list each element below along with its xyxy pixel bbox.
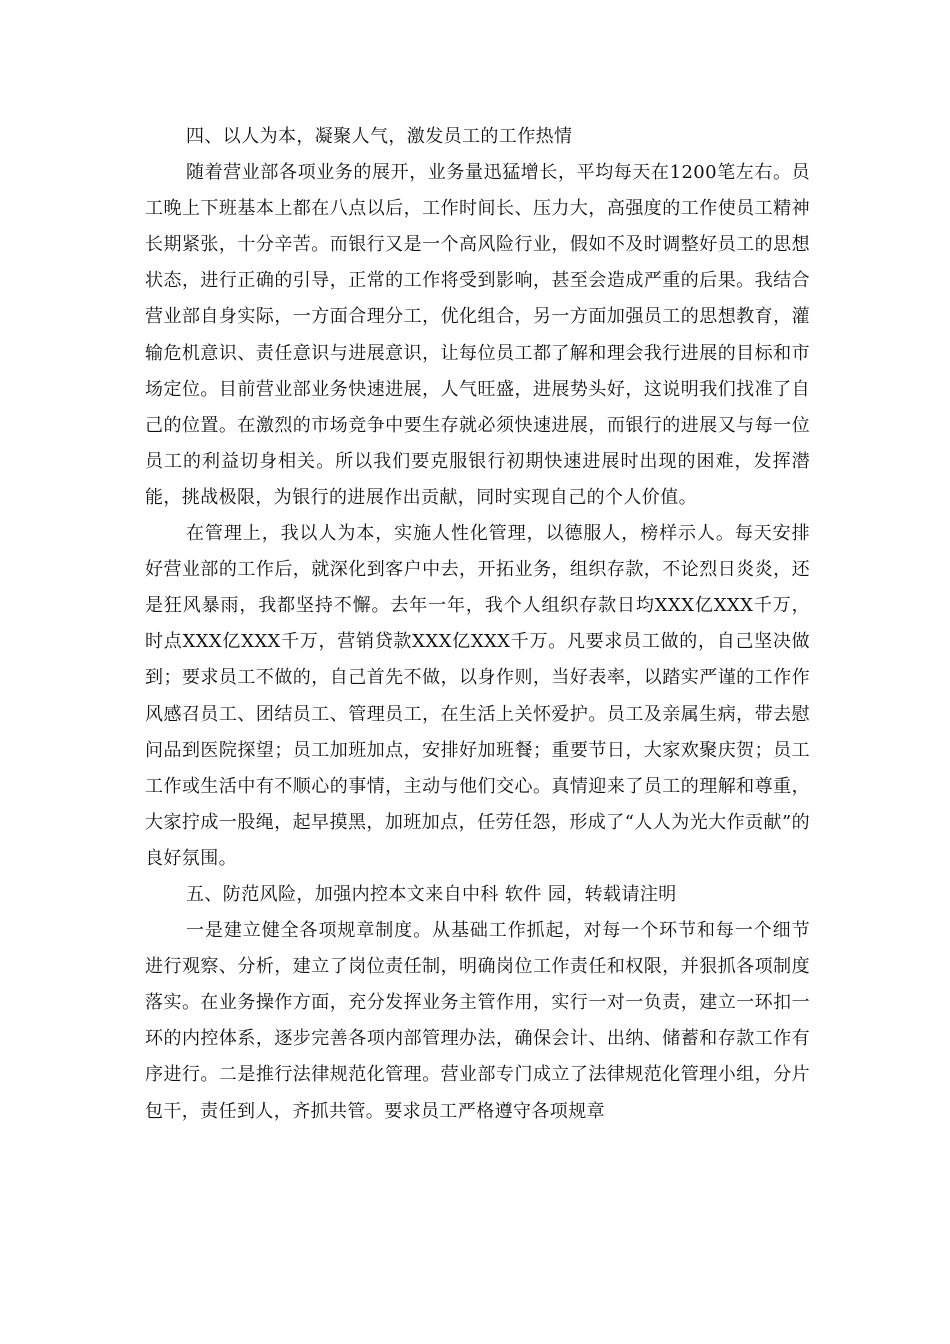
body-paragraph: 随着营业部各项业务的展开，业务量迅猛增长，平均每天在1200笔左右。员工晚上下班基本上都在八点以后，工作时间长、压力大，高强度的工作使员工精神长期紧张，十分辛苦。而银行又是一个高风险行业，假如不及时调整好员工的思想状态，进行正确的引导，正常的工作将受到影响，甚至会造成严重的后果。我结合营业部自身实际，一方面合理分工，优化组合，另一方面加强员工的思想教育，灌输危机意识、责任意识与进展意识，让每位员工都了解和理会我行进展的目标和市场定位。目前营业部业务快速进展，人气旺盛，进展势头好，这说明我们找准了自己的位置。在激烈的市场竞争中要生存就必须快速进展，而银行的进展又与每一位员工的利益切身相关。所以我们要克服银行初期快速进展时出现的困难，发挥潜能，挑战极限，为银行的进展作出贡献，同时实现自己的个人价值。 [145,162,810,508]
section-heading-5: 五、防范风险，加强内控本文来自中科 软件 园，转载请注明 [186,883,677,905]
body-paragraph: 一是建立健全各项规章制度。从基础工作抓起，对每一个环节和每一个细节进行观察、分析，建立了岗位责任制，明确岗位工作责任和权限，并狠抓各项制度落实。在业务操作方面，充分发挥业务主管作用，实行一对一负责，建立一环扣一环的内控体系，逐步完善各项内部管理办法，确保会计、出纳、储蓄和存款工作有序进行。二是推行法律规范化管理。营业部专门成立了法律规范化管理小组，分片包干，责任到人，齐抓共管。要求员工严格遵守各项规章 [145,920,810,1122]
body-paragraph: 在管理上，我以人为本，实施人性化管理，以德服人，榜样示人。每天安排好营业部的工作后，就深化到客户中去，开拓业务，组织存款，不论烈日炎炎，还是狂风暴雨，我都坚持不懈。去年一年，我个人组织存款日均XXX亿XXX千万，时点XXX亿XXX千万，营销贷款XXX亿XXX千万。凡要求员工做的，自己坚决做到；要求员工不做的，自己首先不做，以身作则，当好表率，以踏实严谨的工作作风感召员工、团结员工、管理员工，在生活上关怀爱护。员工及亲属生病，带去慰问品到医院探望；员工加班加点，安排好加班餐；重要节日，大家欢聚庆贺；员工工作或生活中有不顺心的事情，主动与他们交心。真情迎来了员工的理解和尊重，大家拧成一股绳，起早摸黑，加班加点，任劳任怨，形成了“人人为光大作贡献”的良好氛围。 [145,523,810,869]
section-heading-4: 四、以人为本，凝聚人气，激发员工的工作热情 [186,126,573,147]
document-body [145,119,810,1130]
